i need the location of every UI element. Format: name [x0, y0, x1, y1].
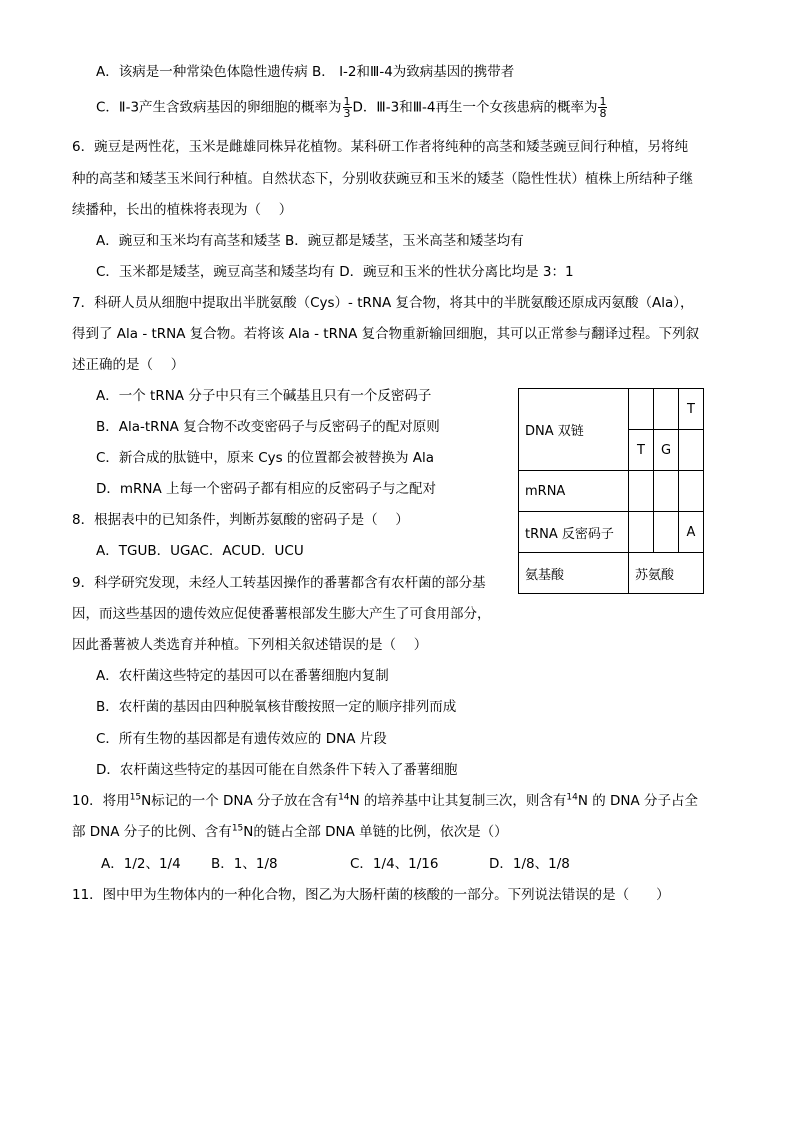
q9-stem-line3: 因此番薯被人类选育并种植。下列相关叙述错误的是（ ） [72, 637, 428, 653]
table-cell: T [629, 430, 654, 471]
isotope-superscript: 15 [231, 823, 244, 834]
table-cell [679, 471, 704, 512]
mrna-label-cell: mRNA [519, 471, 629, 512]
q7-stem-line2: 得到了 Ala - tRNA 复合物。若将该 Ala - tRNA 复合物重新输回细胞，其可以正常参与翻译过程。下列叙 [72, 326, 700, 342]
table-row [519, 553, 704, 594]
text-span: 部 DNA 分子的比例、含有 [72, 824, 232, 840]
q9-option-b: B．农杆菌的基因由四种脱氧核苷酸按照一定的顺序排列而成 [96, 699, 457, 715]
q9-option-d: D．农杆菌这些特定的基因可能在自然条件下转入了番薯细胞 [96, 762, 458, 778]
table-cell [654, 471, 679, 512]
dna-label-cell: DNA 双链 [519, 389, 629, 471]
q7-option-d: D．mRNA 上每一个密码子都有相应的反密码子与之配对 [96, 481, 437, 497]
fraction-numerator: 1 [343, 95, 351, 108]
q7-stem-line3: 述正确的是（ ） [72, 357, 185, 373]
table-cell [629, 471, 654, 512]
text-span: N 的培养基中让其复制三次，则含有 [349, 793, 567, 809]
isotope-superscript: 15 [129, 792, 142, 803]
isotope-superscript: 14 [566, 792, 578, 803]
q5-option-d: D．Ⅲ-3和Ⅲ-4再生一个女孩患病的概率为 [352, 99, 598, 116]
fraction-denominator: 8 [599, 107, 607, 120]
table-cell [654, 512, 679, 553]
text-span: 10．将用 [72, 793, 130, 809]
q10-option-d: D．1/8、1/8 [489, 856, 570, 872]
fraction-numerator: 1 [599, 95, 607, 108]
q7-option-b: B．Ala-tRNA 复合物不改变密码子与反密码子的配对原则 [96, 419, 440, 435]
q5-options-ab: A．该病是一种常染色体隐性遗传病 B． Ⅰ-2和Ⅲ-4为致病基因的携带者 [96, 64, 515, 80]
amino-acid-label-cell: 氨基酸 [519, 553, 629, 594]
table-row [519, 471, 704, 512]
q10-stem-line1 [72, 792, 698, 810]
isotope-superscript: 14 [338, 792, 350, 803]
table-cell: A [679, 512, 704, 553]
text-span: N标记的一个 DNA 分子放在含有 [141, 793, 339, 809]
q6-options-cd: C．玉米都是矮茎，豌豆高茎和矮茎均有 D．豌豆和玉米的性状分离比均是 3：1 [96, 264, 574, 280]
table-cell [679, 430, 704, 471]
q11-stem: 11．图中甲为生物体内的一种化合物，图乙为大肠杆菌的核酸的一部分。下列说法错误的是（ ） [72, 887, 670, 903]
fraction-denominator: 3 [343, 107, 351, 120]
q6-stem-line2: 种的高茎和矮茎玉米间行种植。自然状态下，分别收获豌豆和玉米的矮茎（隐性性状）植株上所结种子继 [72, 171, 693, 187]
q7-option-c: C．新合成的肽链中，原来 Cys 的位置都会被替换为 Ala [96, 450, 435, 466]
q8-options: A．TGUB．UGAC．ACUD．UCU [96, 543, 304, 559]
text-span: N 的 DNA 分子占全 [577, 793, 699, 809]
q8-stem: 8．根据表中的已知条件，判断苏氨酸的密码子是（ ） [72, 512, 409, 528]
q10-option-c: C．1/4、1/16 [350, 856, 439, 872]
table-cell: T [679, 389, 704, 430]
q7-stem-line1: 7．科研人员从细胞中提取出半胱氨酸（Cys）- tRNA 复合物，将其中的半胱氨酸还原成丙氨酸（Ala）， [72, 295, 694, 311]
table-cell [654, 389, 679, 430]
table-cell [629, 389, 654, 430]
fraction-one-eighth [598, 96, 607, 119]
q6-stem-line1: 6．豌豆是两性花，玉米是雌雄同株异花植物。某科研工作者将纯种的高茎和矮茎豌豆间行种植，另将纯 [72, 139, 689, 155]
table-row [519, 512, 704, 553]
q9-stem-line2: 因，而这些基因的遗传效应促使番薯根部发生膨大产生了可食用部分， [72, 606, 491, 622]
text-span: N的链占全部 DNA 单链的比例，依次是（） [243, 824, 508, 840]
q6-stem-line3: 续播种，长出的植株将表现为（ ） [72, 202, 293, 218]
q5-options-cd [96, 96, 608, 119]
q6-options-ab: A．豌豆和玉米均有高茎和矮茎 B．豌豆都是矮茎，玉米高茎和矮茎均有 [96, 233, 524, 249]
q10-stem-line2 [72, 823, 508, 841]
table-row [519, 389, 704, 430]
table-cell [629, 512, 654, 553]
q10-option-a: A．1/2、1/4 [101, 856, 181, 872]
trna-label-cell: tRNA 反密码子 [519, 512, 629, 553]
q9-stem-line1: 9．科学研究发现，未经人工转基因操作的番薯都含有农杆菌的部分基 [72, 575, 486, 591]
q9-option-a: A．农杆菌这些特定的基因可以在番薯细胞内复制 [96, 668, 389, 684]
q9-option-c: C．所有生物的基因都是有遗传效应的 DNA 片段 [96, 731, 387, 747]
q5-option-c: C．Ⅱ-3产生含致病基因的卵细胞的概率为 [96, 99, 342, 116]
codon-table [518, 388, 704, 594]
q10-option-b: B．1、1/8 [211, 856, 278, 872]
amino-acid-value-cell: 苏氨酸 [629, 553, 704, 594]
q7-option-a: A．一个 tRNA 分子中只有三个碱基且只有一个反密码子 [96, 388, 432, 404]
fraction-one-third [343, 96, 352, 119]
table-cell: G [654, 430, 679, 471]
